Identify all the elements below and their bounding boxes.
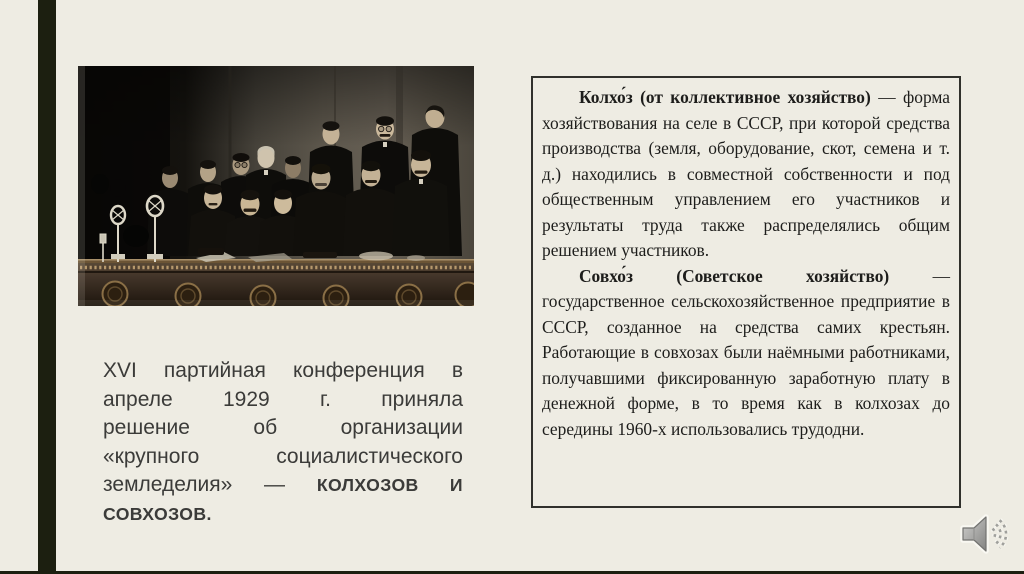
definition-term-sovkhoz: Совхо́з (Советское хозяйство)	[579, 265, 890, 286]
conference-caption	[103, 357, 463, 528]
caption-text: XVI партийная конференция в	[103, 359, 463, 382]
conference-photo-art	[78, 66, 474, 306]
definition-body-sovkhoz: — государственное сельскохозяйственное предприятие в СССР, созданное на средства самих крестьян. Работающие в совхозах были наёмными работниками, получавшими фиксированную заработную плату в денежной форме, в то время как в колхозах до середины 1960-х использовались трудодни.	[542, 265, 950, 439]
caption-line	[103, 357, 463, 386]
conference-photo	[78, 66, 474, 306]
caption-text: апреле 1929 г. приняла	[103, 387, 463, 411]
definition-paragraph-sovkhoz	[542, 264, 950, 443]
speaker-icon[interactable]	[953, 504, 1011, 562]
definition-body-kolkhoz: — форма хозяйствования на селе в СССР, при которой средства производства (земля, оборудование, скот, семена и т. д.) находились в совместной собственности и под общественным управлением его участников и результаты труда также распределялись общим решением участников.	[542, 87, 950, 260]
caption-line	[103, 500, 463, 529]
definitions-box	[531, 76, 961, 508]
left-accent-bar	[38, 0, 56, 574]
definition-term-kolkhoz: Колхо́з (от коллективное хозяйство)	[579, 87, 871, 107]
caption-bold-text: КОЛХОЗОВ И	[316, 475, 463, 495]
caption-text: «крупного социалистического	[103, 444, 463, 468]
caption-line	[103, 414, 463, 443]
caption-bold-text: СОВХОЗОВ.	[103, 503, 212, 524]
caption-line	[103, 386, 463, 415]
caption-line	[103, 471, 463, 500]
caption-text: земледелия» —	[103, 473, 317, 496]
speaker-icon-art	[953, 504, 1011, 562]
definition-paragraph-kolkhoz	[542, 85, 950, 264]
caption-line	[103, 443, 463, 472]
caption-text: решение об организации	[103, 416, 463, 439]
